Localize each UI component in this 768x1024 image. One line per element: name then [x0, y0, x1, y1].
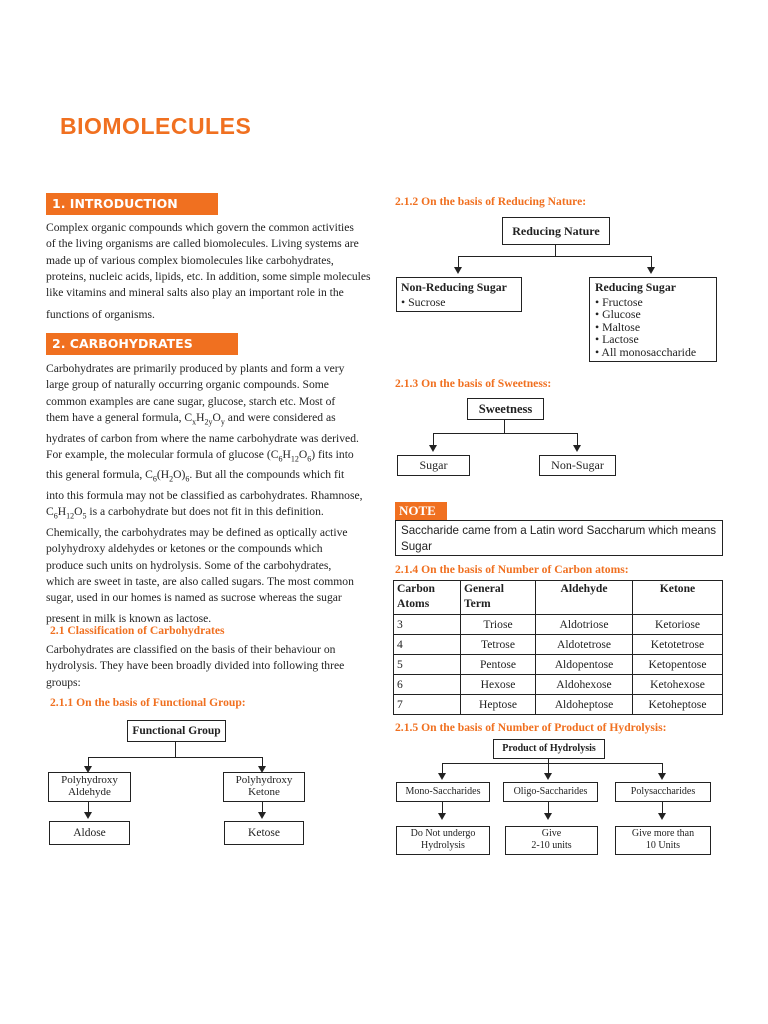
table-cell: Aldotetrose — [536, 635, 633, 655]
table-cell: Aldoheptose — [536, 695, 633, 715]
table-cell: 5 — [394, 655, 461, 675]
table-header-cell: Aldehyde — [536, 581, 633, 615]
note-badge: NOTE — [395, 502, 447, 520]
carbs-line: present in milk is known as lactose. — [46, 612, 212, 626]
diagram-node-reducing-sugar: Reducing Sugar • Fructose • Glucose • Maltose • Lactose • All monosaccharide — [589, 277, 717, 362]
diagram-leaf-aldose: Aldose — [49, 821, 130, 845]
table-row — [394, 655, 723, 675]
section-badge-introduction: 1. INTRODUCTION — [46, 193, 218, 215]
reducing-nature-heading: 2.1.2 On the basis of Reducing Nature: — [395, 195, 587, 208]
note-box: Saccharide came from a Latin word Saccharum which means Sugar — [395, 520, 723, 556]
table-cell: 4 — [394, 635, 461, 655]
diagram-node-non-sugar: Non-Sugar — [539, 455, 616, 476]
table-cell: Ketoriose — [633, 615, 723, 635]
table-header-cell: General Term — [461, 581, 536, 615]
carbs-line-glucose: For example, the molecular formula of glucose $(C_6H_{12}O_6)$ fits into — [46, 447, 354, 464]
functional-group-heading: 2.1.1 On the basis of Functional Group: — [50, 696, 246, 709]
intro-line: of the living organisms are called biomolecules. Living systems are — [46, 237, 359, 251]
table-cell: Aldotriose — [536, 615, 633, 635]
section-badge-carbohydrates: 2. CARBOHYDRATES — [46, 333, 238, 355]
carbohydrates-paragraph — [46, 361, 375, 628]
diagram-node-non-reducing-sugar: Non-Reducing Sugar • Sucrose — [396, 277, 522, 312]
table-cell: Heptose — [461, 695, 536, 715]
carbs-line-general: this general formula, $C_6(H_2O)_6$. But all the compounds which fit — [46, 468, 345, 484]
table-cell: Ketopentose — [633, 655, 723, 675]
table-cell: Hexose — [461, 675, 536, 695]
carbs-line: which are sweet in taste, are also called sugars. The most common — [46, 574, 354, 588]
carbs-line: sugar, used in our homes is named as sucrose whereas the sugar — [46, 591, 342, 605]
carbs-line: hydrates of carbon from where the name carbohydrate was derived. — [46, 431, 359, 445]
carbs-line-rhamnose: $C_6H_{12}O_5$ is a carbohydrate but does not fit in this definition. — [46, 505, 324, 521]
carbs-line: polyhydroxy aldehydes or ketones or the compounds which — [46, 542, 323, 556]
table-row — [394, 635, 723, 655]
classification-paragraph — [46, 642, 375, 691]
intro-line: Complex organic compounds which govern the common activities — [46, 221, 354, 234]
table-row — [394, 695, 723, 715]
intro-line: like vitamins and mineral salts also play an important role in the — [46, 286, 344, 300]
diagram-root-sweetness: Sweetness — [467, 398, 544, 420]
table-cell: 7 — [394, 695, 461, 715]
page-title: BIOMOLECULES — [60, 113, 252, 139]
table-cell: Ketohexose — [633, 675, 723, 695]
table-row — [394, 615, 723, 635]
diagram-root-reducing-nature: Reducing Nature — [502, 217, 610, 245]
hydrolysis-heading: 2.1.5 On the basis of Number of Product of Hydrolysis: — [395, 721, 667, 734]
carbs-line: Chemically, the carbohydrates may be defined as optically active — [46, 525, 348, 539]
classification-line: Carbohydrates are classified on the basis of their behaviour on — [46, 643, 336, 656]
diagram-node-polyhydroxy-ketone: Polyhydroxy Ketone — [223, 772, 305, 802]
diagram-root-product-of-hydrolysis: Product of Hydrolysis — [493, 739, 605, 759]
table-cell: Aldopentose — [536, 655, 633, 675]
carbs-line: Carbohydrates are primarily produced by plants and form a very — [46, 362, 345, 375]
intro-line: proteins, nucleic acids, lipids, etc. In addition, some simple molecules — [46, 269, 371, 283]
intro-line: made up of various complex biomolecules like carbohydrates, — [46, 253, 334, 267]
intro-paragraph — [46, 220, 375, 324]
table-cell: 6 — [394, 675, 461, 695]
table-header-row — [394, 581, 723, 615]
carbs-line: common examples are cane sugar, glucose, starch etc. Most of — [46, 394, 336, 408]
classification-heading: 2.1 Classification of Carbohydrates — [50, 624, 225, 637]
table-cell: Ketotetrose — [633, 635, 723, 655]
carbs-line: large group of naturally occurring organic compounds. Some — [46, 378, 329, 392]
table-header-cell: Carbon Atoms — [394, 581, 461, 615]
classification-line: groups: — [46, 675, 81, 689]
classification-line: hydrolysis. They have been broadly divided into following three — [46, 659, 345, 673]
carbs-line-formula: them have a general formula, $C_xH_{2y}O_y$ and were considered as — [46, 410, 336, 427]
table-cell: Triose — [461, 615, 536, 635]
carbs-line: produce such units on hydrolysis. Some of the carbohydrates, — [46, 558, 332, 572]
diagram-node-polysaccharides: Polysaccharides — [615, 782, 711, 802]
carbs-line: into this formula may not be classified as carbohydrates. Rhamnose, — [46, 489, 363, 503]
intro-line: functions of organisms. — [46, 308, 155, 322]
diagram-node-oligo-saccharides: Oligo-Saccharides — [503, 782, 598, 802]
sweetness-heading: 2.1.3 On the basis of Sweetness: — [395, 377, 552, 390]
diagram-node-polyhydroxy-aldehyde: Polyhydroxy Aldehyde — [48, 772, 131, 802]
diagram-root-functional-group: Functional Group — [127, 720, 226, 742]
diagram-leaf-give-more-than-10-units: Give more than 10 Units — [615, 826, 711, 855]
diagram-node-mono-saccharides: Mono-Saccharides — [396, 782, 490, 802]
diagram-leaf-give-2-10-units: Give 2-10 units — [505, 826, 598, 855]
table-cell: Aldohexose — [536, 675, 633, 695]
table-row — [394, 675, 723, 695]
diagram-leaf-do-not-undergo-hydrolysis: Do Not undergo Hydrolysis — [396, 826, 490, 855]
table-header-cell: Ketone — [633, 581, 723, 615]
table-cell: 3 — [394, 615, 461, 635]
diagram-node-sugar: Sugar — [397, 455, 470, 476]
table-cell: Pentose — [461, 655, 536, 675]
carbon-atoms-table — [393, 580, 723, 715]
diagram-leaf-ketose: Ketose — [224, 821, 304, 845]
table-cell: Tetrose — [461, 635, 536, 655]
carbon-atoms-heading: 2.1.4 On the basis of Number of Carbon atoms: — [395, 563, 629, 576]
table-cell: Ketoheptose — [633, 695, 723, 715]
